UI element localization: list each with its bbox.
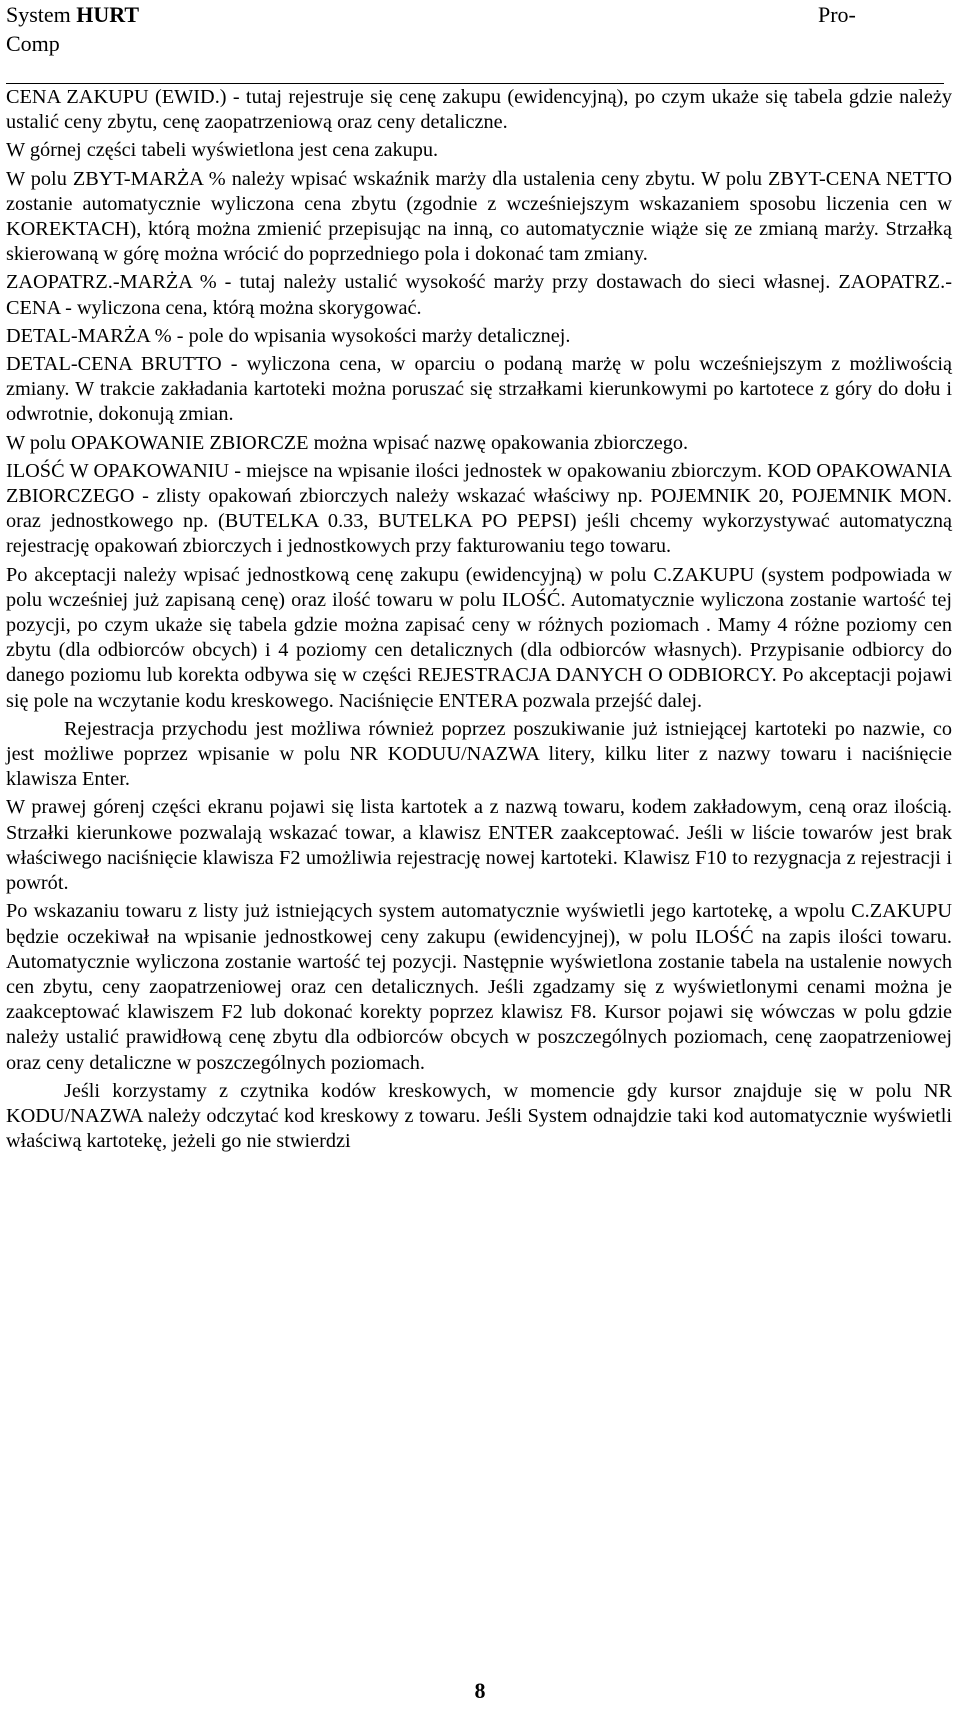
paragraph-po-akceptacji: Po akceptacji należy wpisać jednostkową cenę zakupu (ewidencyjną) w polu C.ZAKUPU (system podpowiada w polu wcześniej już zapisaną cenę) oraz ilość towaru w polu ILOŚĆ. Automatycznie wyliczona zostanie wartość tej pozycji, po czym ukaże się tabela gdzie można zapisać ceny w różnych poziomach . Mamy 4 różne poziomy cen zbytu (dla odbiorców obcych) i 4 poziomy cen detalicznych (dla odbiorców własnych). Przypisanie odbiorcy do danego poziomu lub korekta odbywa się w części REJESTRACJA DANYCH O ODBIORCY. Po akceptacji pojawi się pole na wczytanie kodu kreskowego. Naciśnięcie ENTERA pozwala przejść dalej. bbox=[6, 563, 952, 712]
paragraph-detal-marza: DETAL-MARŻA % - pole do wpisania wysokości marży detalicznej. bbox=[6, 324, 571, 347]
document-body bbox=[6, 85, 952, 1157]
paragraph-ilosc-w-opakowaniu: ILOŚĆ W OPAKOWANIU - miejsce na wpisanie ilości jednostek w opakowaniu zbiorczym. KOD OPAKOWANIA ZBIORCZEGO - zlisty opakowań zbiorczych należy wskazać właściwy np. POJEMNIK 20, POJEMNIK MON. oraz jednostkowego np. (BUTELKA 0.33, BUTELKA PO PEPSI) jeśli chcemy wykorzystywać automatyczną rejestrację opakowań zbiorczych i jednostkowych przy fakturowaniu tego towaru. bbox=[6, 459, 952, 558]
paragraph-gorna-czesc: W górnej części tabeli wyświetlona jest cena zakupu. bbox=[6, 139, 439, 162]
header-title-prefix: System bbox=[6, 2, 77, 27]
header-title-right: Pro- bbox=[818, 2, 856, 27]
header-title bbox=[6, 1, 139, 29]
paragraph-zaopatrz: ZAOPATRZ.-MARŻA % - tutaj należy ustalić wysokość marży przy dostawach do sieci własnej. ZAOPATRZ.-CENA - wyliczona cena, którą można skorygować. bbox=[6, 271, 952, 319]
page-number: 8 bbox=[474, 1678, 486, 1703]
paragraph-czytnik-kodow: Jeśli korzystamy z czytnika kodów kreskowych, w momencie gdy kursor znajduje się w polu NR KODU/NAZWA należy odczytać kod kreskowy z towaru. Jeśli System odnajdzie taki kod automatycznie wyświetli właściwą kartotekę, jeżeli go nie stwierdzi bbox=[6, 1079, 952, 1153]
paragraph-po-wskazaniu: Po wskazaniu towaru z listy już istniejących system automatycznie wyświetli jego kartotekę, a wpolu C.ZAKUPU będzie oczekiwał na wpisanie jednostkowej ceny zakupu (ewidencyjnej), w polu ILOŚĆ na zapis ilości towaru. Automatycznie wyliczona zostanie wartość tej pozycji. Następnie wyświetlona zostanie tabela na ustalenie nowych cen zbytu, ceny zaopatrzeniowej oraz cen detalicznych. Jeśli zgadzamy się z wyświetlonymi cenami można je zaakceptować klawiszem F2 lub dokonać korekty poprzez klawisz F8. Kursor pojawi się wówczas w polu gdzie należy ustalić prawidłową cenę zbytu dla odbiorców obcych w poszczególnych poziomach, cenę zaopatrzeniowej oraz ceny detaliczne w poszczególnych poziomach. bbox=[6, 900, 952, 1074]
paragraph-lista-kartotek: W prawej górenj części ekranu pojawi się lista kartotek a z nazwą towaru, kodem zakładowym, ceną oraz ilością. Strzałki kierunkowe pozwalają wskazać towar, a klawisz ENTER zaakceptować. Jeśli w liście towarów jest brak właściwego naciśnięcie klawisza F2 umożliwia rejestrację nowej kartoteki. Klawisz F10 to rezygnacja z rejestracji i powrót. bbox=[6, 796, 952, 895]
header-divider bbox=[6, 83, 944, 84]
paragraph-cena-zakupu: CENA ZAKUPU (EWID.) - tutaj rejestruje się cenę zakupu (ewidencyjną), po czym ukaże się tabela gdzie należy ustalić ceny zbytu, cenę zaopatrzeniową oraz ceny detaliczne. bbox=[6, 86, 952, 134]
paragraph-opakowanie: W polu OPAKOWANIE ZBIORCZE można wpisać nazwę opakowania zbiorczego. bbox=[6, 431, 689, 454]
paragraph-rejestracja-przychodu: Rejestracja przychodu jest możliwa również poprzez poszukiwanie już istniejącej kartoteki po nazwie, co jest możliwe poprzez wpisanie w polu NR KODUU/NAZWA litery, kilku liter z nazwy towaru i naciśnięcie klawisza Enter. bbox=[6, 717, 952, 791]
header-title-bold: HURT bbox=[76, 2, 140, 27]
paragraph-zbyt-marza: W polu ZBYT-MARŻA % należy wpisać wskaźnik marży dla ustalenia ceny zbytu. W polu ZBYT-CENA NETTO zostanie automatycznie wyliczona cena zbytu (zgodnie z wcześniejszym wskazaniem sposobu liczenia cen w KOREKTACH), którą można zmienić przepisując na inną, co automatycznie wiąże się ze zmianą marży. Strzałką skierowaną w górę można wrócić do poprzedniego pola i dokonać tam zmiany. bbox=[6, 167, 952, 266]
paragraph-detal-cena: DETAL-CENA BRUTTO - wyliczona cena, w oparciu o podaną marżę w polu wcześniejszym z możliwością zmiany. W trakcie zakładania kartoteki można poruszać się strzałkami kierunkowymi po kartotece z góry do dołu i odwrotnie, dokonują zmian. bbox=[6, 353, 952, 426]
header-title-second-line: Comp bbox=[6, 31, 60, 56]
